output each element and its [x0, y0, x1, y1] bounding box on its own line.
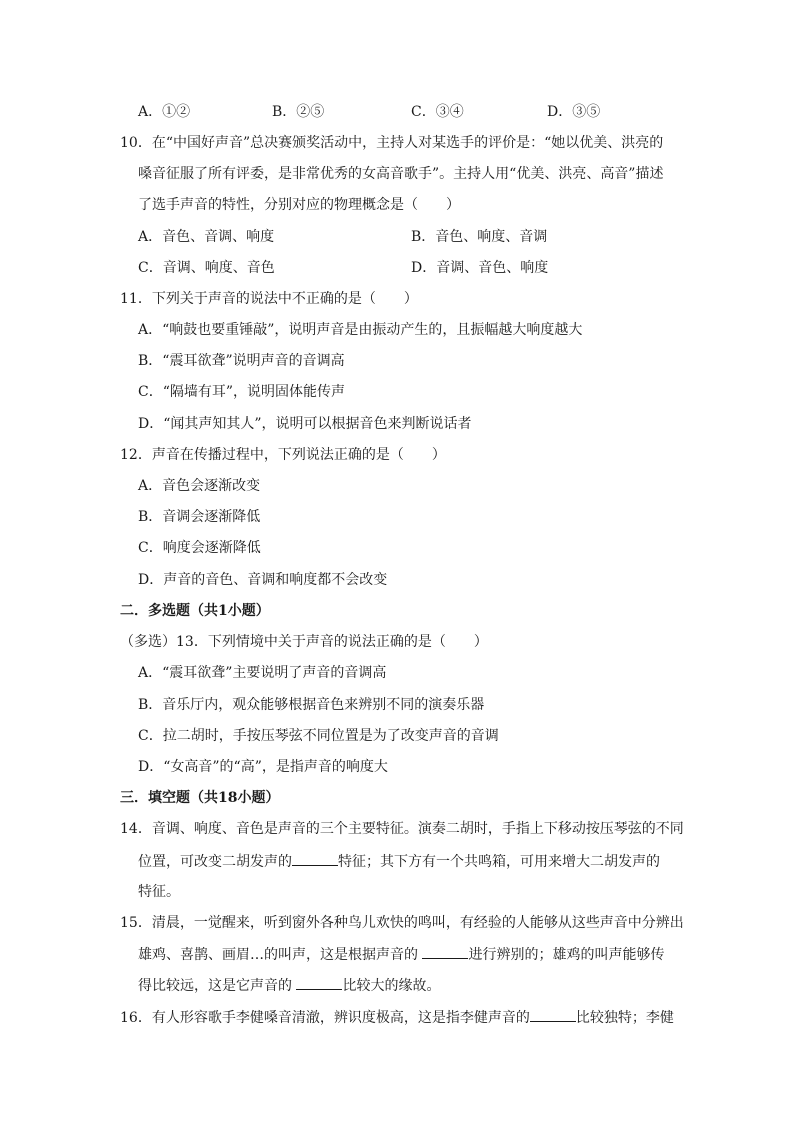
q10-stem-line-2: 嗓音征服了所有评委，是非常优秀的女高音歌手”。主持人用“优美、洪亮、高音”描述 [138, 166, 664, 182]
q12-stem: 12．声音在传播过程中，下列说法正确的是（ ） [120, 447, 446, 463]
q15-answer-blank-1[interactable] [422, 944, 468, 959]
q14-text-a: 位置，可改变二胡发声的 [138, 854, 292, 870]
section-heading-multiple-choice: 二．多选题（共1小题） [120, 603, 270, 619]
q15-text-c: 得比较远，这是它声音的 [138, 978, 297, 994]
q14-stem-line-1: 14．音调、响度、音色是声音的三个主要特征。演奏二胡时，手指上下移动按压琴弦的不同 [120, 821, 684, 837]
q13-option-d: D．“女高音”的“高”，是指声音的响度大 [138, 759, 388, 775]
q10-stem-line-3: 了选手声音的特性，分别对应的物理概念是（ ） [138, 197, 460, 213]
q15-stem-line-2 [138, 944, 664, 964]
q12-option-c: C．响度会逐渐降低 [138, 540, 261, 556]
q16-stem-line-1 [120, 1007, 674, 1027]
q10-stem-line-1: 10．在“中国好声音”总决赛颁奖活动中，主持人对某选手的评价是：“她以优美、洪亮的 [120, 135, 664, 151]
q12-option-a: A．音色会逐渐改变 [138, 478, 261, 494]
q15-stem-line-1: 15．清晨，一觉醒来，听到窗外各种鸟儿欢快的鸣叫，有经验的人能够从这些声音中分辨出 [120, 915, 684, 931]
q9-option-b: B．②⑤ [272, 104, 325, 120]
q13-option-a: A．“震耳欲聋”主要说明了声音的音调高 [138, 665, 387, 681]
q10-option-d: D．音调、音色、响度 [411, 260, 549, 276]
q13-option-c: C．拉二胡时，手按压琴弦不同位置是为了改变声音的音调 [138, 728, 499, 744]
q15-text-a: 雄鸡、喜鹊、画眉…的叫声，这是根据声音的 [138, 947, 423, 963]
q9-option-d: D．③⑤ [547, 104, 601, 120]
q9-option-c: C．③④ [411, 104, 464, 120]
q15-text-d: 比较大的缘故。 [342, 978, 441, 994]
q11-option-a: A．“响鼓也要重锤敲”，说明声音是由振动产生的，且振幅越大响度越大 [138, 322, 583, 338]
q15-text-b: 进行辨别的；雄鸡的叫声能够传 [468, 947, 665, 963]
q16-text-a: 16．有人形容歌手李健嗓音清澈，辨识度极高，这是指李健声音的 [120, 1010, 530, 1026]
q9-option-a: A．①② [138, 104, 191, 120]
q12-option-b: B．音调会逐渐降低 [138, 509, 261, 525]
q10-option-b: B．音色、响度、音调 [411, 229, 548, 245]
q16-answer-blank-1[interactable] [530, 1007, 576, 1022]
q13-stem: （多选）13．下列情境中关于声音的说法正确的是（ ） [120, 634, 488, 650]
q10-option-a: A．音色、音调、响度 [138, 229, 275, 245]
section-heading-fill-in: 三．填空题（共18小题） [120, 790, 280, 806]
q11-option-c: C．“隔墙有耳”，说明固体能传声 [138, 384, 346, 400]
q11-option-d: D．“闻其声知其人”，说明可以根据音色来判断说话者 [138, 416, 472, 432]
q14-stem-line-3: 特征。 [138, 884, 180, 900]
q16-text-b: 比较独特；李健 [575, 1010, 674, 1026]
q12-option-d: D．声音的音色、音调和响度都不会改变 [138, 572, 388, 588]
q15-stem-line-3 [138, 975, 440, 995]
q15-answer-blank-2[interactable] [296, 975, 342, 990]
q11-stem: 11．下列关于声音的说法中不正确的是（ ） [120, 291, 418, 307]
q13-option-b: B．音乐厅内，观众能够根据音色来辨别不同的演奏乐器 [138, 697, 485, 713]
q11-option-b: B．“震耳欲聋”说明声音的音调高 [138, 353, 345, 369]
q10-option-c: C．音调、响度、音色 [138, 260, 275, 276]
q14-stem-line-2 [138, 851, 660, 871]
q14-text-b: 特征；其下方有一个共鸣箱，可用来增大二胡发声的 [338, 854, 660, 870]
q14-answer-blank-1[interactable] [292, 851, 338, 866]
